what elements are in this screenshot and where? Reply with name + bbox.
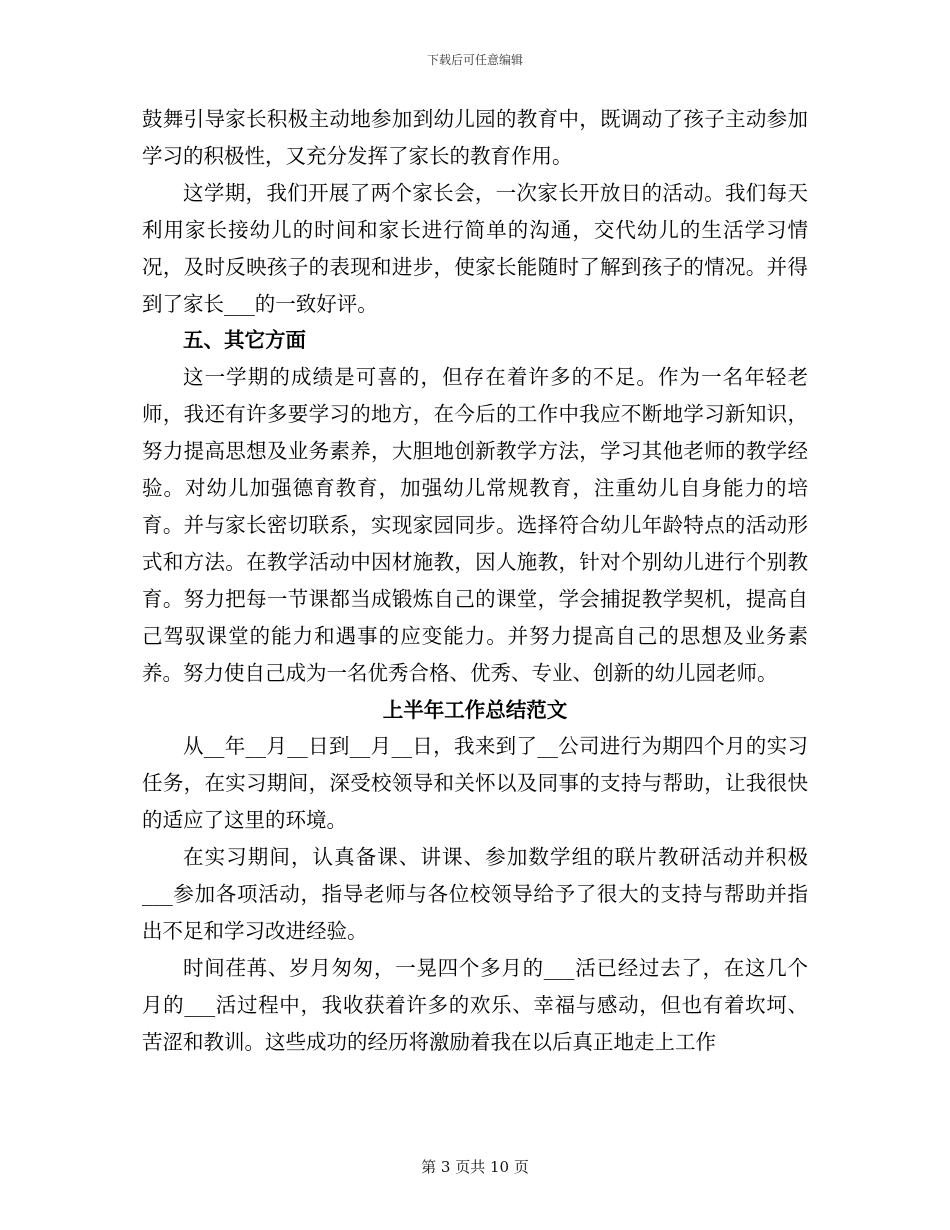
section-heading-other: 五、其它方面 bbox=[183, 328, 306, 353]
paragraph-3: 这一学期的成绩是可喜的，但存在着许多的不足。作为一名年轻老师，我还有许多要学习的地方，在今后的工作中我应不断地学习新知识，努力提高思想及业务素养，大胆地创新教学方法，学习其他老师的教学经验。对幼儿加强德育教育，加强幼儿常规教育，注重幼儿自身能力的培育。并与家长密切联系，实现家园同步。选择符合幼儿年龄特点的活动形式和方法。在教学活动中因材施教，因人施教，针对个别幼儿进行个别教育。努力把每一节课都当成锻炼自己的课堂，学会捕捉教学契机，提高自己驾驭课堂的能力和遇事的应变能力。并努力提高自己的思想及业务素养。努力使自己成为一名优秀合格、优秀、专业、创新的幼儿园老师。 bbox=[142, 365, 808, 685]
paragraph-5: 在实习期间，认真备课、讲课、参加数学组的联片教研活动并积极___参加各项活动，指导老师与各位校领导给予了很大的支持与帮助并指出不足和学习改进经验。 bbox=[142, 845, 808, 943]
page-footer: 第 3 页共 10 页 bbox=[421, 1158, 529, 1176]
document-body bbox=[142, 101, 808, 1061]
paragraph-4: 从__年__月__日到__月__日，我来到了__公司进行为期四个月的实习任务，在实习期间，深受校领导和关怀以及同事的支持与帮助，让我很快的适应了这里的环境。 bbox=[142, 734, 808, 833]
paragraph-2: 这学期，我们开展了两个家长会，一次家长开放日的活动。我们每天利用家长接幼儿的时间和家长进行简单的沟通，交代幼儿的生活学习情况，及时反映孩子的表现和进步，使家长能随时了解到孩子的情况。并得到了家长___的一致好评。 bbox=[142, 180, 808, 316]
paragraph-1: 鼓舞引导家长积极主动地参加到幼儿园的教育中，既调动了孩子主动参加学习的积极性，又充分发挥了家长的教育作用。 bbox=[142, 107, 808, 168]
document-title: 上半年工作总结范文 bbox=[382, 697, 568, 722]
page-header: 下载后可任意编辑 bbox=[426, 53, 523, 67]
paragraph-6: 时间荏苒、岁月匆匆，一晃四个多月的___活已经过去了，在这几个月的___活过程中，我收获着许多的欢乐、幸福与感动，但也有着坎坷、苦涩和教训。这些成功的经历将激励着我在以后真正地走上工作 bbox=[142, 955, 808, 1054]
